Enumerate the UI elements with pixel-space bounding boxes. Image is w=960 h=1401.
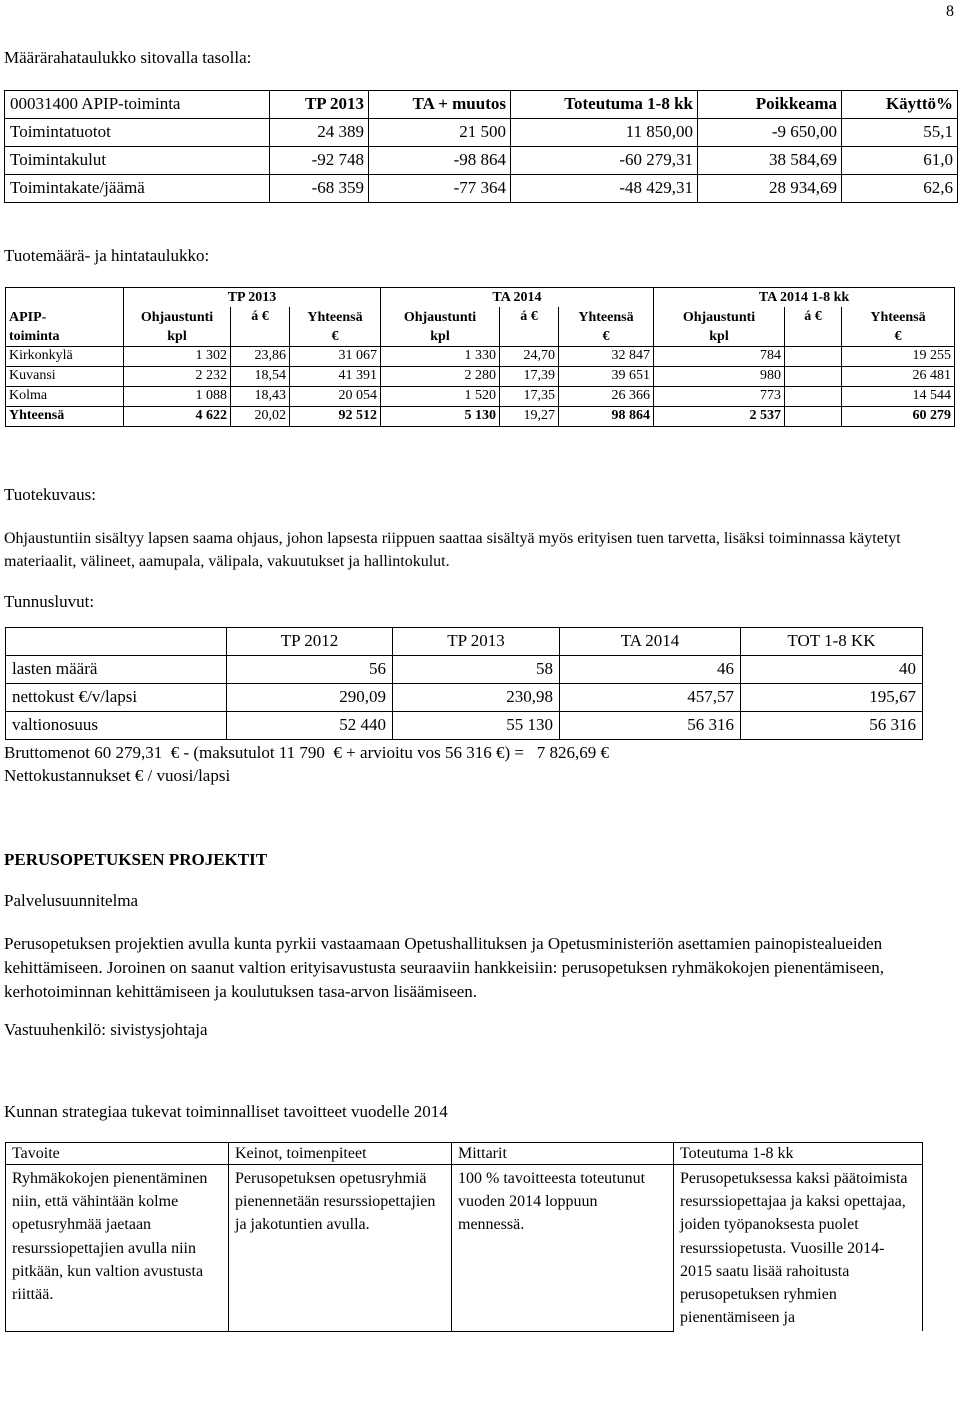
table-header-cell: TA + muutos (369, 91, 511, 119)
net-costs-line: Nettokustannukset € / vuosi/lapsi (4, 766, 231, 785)
table-cell: 41 391 (290, 367, 381, 387)
table-cell: 2 537 (654, 407, 785, 427)
table-header-row (6, 1143, 923, 1165)
responsible-person: Vastuuhenkilö: sivistysjohtaja (4, 1020, 208, 1039)
table-cell: -92 748 (270, 147, 369, 175)
table-header-cell: Yhteensä € (290, 307, 381, 347)
table-cell: 56 316 (560, 712, 741, 740)
table-cell: Ryhmäkokojen pienentäminen niin, että vähintään kolme opetusryhmää jaetaan resurssiopettajien avulla niin pitkään, kun valtion avustusta riittää. (6, 1165, 229, 1332)
table-header-cell: TA 2014 (560, 628, 741, 656)
table-cell: 19 255 (842, 347, 955, 367)
table-header-cell: Ohjaustunti kpl (654, 307, 785, 347)
table-cell: 1 302 (124, 347, 231, 367)
table-header-cell: Toteutuma 1-8 kk (511, 91, 698, 119)
quantity-price-table (5, 287, 955, 427)
section-subheading: Palvelusuunnitelma (4, 891, 139, 910)
table-header-cell: á € (231, 307, 290, 347)
table-cell: 28 934,69 (698, 175, 842, 203)
table-subheader-row (6, 307, 955, 347)
table-header-cell: Toteutuma 1-8 kk (674, 1143, 923, 1165)
page-number: 8 (946, 3, 954, 20)
table-cell: 5 130 (381, 407, 500, 427)
table-cell: 2 280 (381, 367, 500, 387)
strategy-goals-table (5, 1142, 923, 1332)
table-row (6, 367, 955, 387)
table-total-row (6, 407, 955, 427)
table-cell: Toimintakulut (5, 147, 270, 175)
table-header-cell: TP 2012 (227, 628, 393, 656)
key-figures-label: Tunnusluvut: (4, 592, 95, 611)
table-cell: 52 440 (227, 712, 393, 740)
table-cell: 19,27 (500, 407, 559, 427)
table-cell: 980 (654, 367, 785, 387)
table-cell: 18,54 (231, 367, 290, 387)
strategy-goals-title: Kunnan strategiaa tukevat toiminnalliset tavoitteet vuodelle 2014 (4, 1102, 448, 1121)
table-header-cell: á € (500, 307, 559, 347)
table-cell: 100 % tavoitteesta toteutunut vuoden 2014 loppuun mennessä. (452, 1165, 674, 1332)
table-header-cell: Yhteensä € (559, 307, 654, 347)
product-description-label: Tuotekuvaus: (4, 485, 96, 504)
table-header-cell: Tavoite (6, 1143, 229, 1165)
table-cell: Toimintakate/jäämä (5, 175, 270, 203)
table-cell: 20,02 (231, 407, 290, 427)
table-header-cell: Ohjaustunti kpl (381, 307, 500, 347)
product-description-text: Ohjaustuntiin sisältyy lapsen saama ohjaus, johon lapsesta riippuen saattaa sisältyä myös erityisen tuen tarvetta, lisäksi toiminnassa käytetyt materiaalit, välineet, aamupala, välipala, vakuutukset ja hallintokulut. (4, 530, 901, 570)
table-cell: 2 232 (124, 367, 231, 387)
table-cell: valtionosuus (6, 712, 227, 740)
table-cell: -98 864 (369, 147, 511, 175)
table-row (5, 175, 958, 203)
table-cell: 20 054 (290, 387, 381, 407)
table-cell: 17,35 (500, 387, 559, 407)
table-cell: 98 864 (559, 407, 654, 427)
section-heading: PERUSOPETUKSEN PROJEKTIT (4, 850, 268, 869)
table-cell: lasten määrä (6, 656, 227, 684)
table-cell: Kirkonkylä (6, 347, 124, 367)
table-cell: 24 389 (270, 119, 369, 147)
table-cell: -68 359 (270, 175, 369, 203)
table-cell: -77 364 (369, 175, 511, 203)
table-cell: 32 847 (559, 347, 654, 367)
table-group-header-row (6, 288, 955, 308)
table-row (5, 119, 958, 147)
table-cell: 46 (560, 656, 741, 684)
table-cell: 38 584,69 (698, 147, 842, 175)
table-cell: Kuvansi (6, 367, 124, 387)
table-row (5, 147, 958, 175)
table-header-cell: TP 2013 (270, 91, 369, 119)
table-header-row (5, 91, 958, 119)
quantity-price-table-title: Tuotemäärä- ja hintataulukko: (4, 246, 210, 265)
table-cell: -48 429,31 (511, 175, 698, 203)
key-figures-table (5, 627, 923, 740)
budget-table-title: Määrärahataulukko sitovalla tasolla: (4, 48, 252, 67)
table-cell: Toimintatuotot (5, 119, 270, 147)
gross-costs-line: Bruttomenot 60 279,31 € - (maksutulot 11 790 € + arvioitu vos 56 316 €) = 7 826,69 € (4, 743, 610, 762)
table-cell (785, 387, 842, 407)
table-header-cell: Keinot, toimenpiteet (229, 1143, 452, 1165)
table-cell: 290,09 (227, 684, 393, 712)
table-cell: 24,70 (500, 347, 559, 367)
table-cell (785, 407, 842, 427)
table-cell: 58 (393, 656, 560, 684)
table-header-cell: Yhteensä € (842, 307, 955, 347)
table-cell: 1 520 (381, 387, 500, 407)
table-cell: 773 (654, 387, 785, 407)
table-cell: 61,0 (842, 147, 958, 175)
table-cell: 784 (654, 347, 785, 367)
table-cell: 40 (741, 656, 923, 684)
table-header-row (6, 628, 923, 656)
table-cell: 1 330 (381, 347, 500, 367)
table-cell: 31 067 (290, 347, 381, 367)
table-cell: Yhteensä (6, 407, 124, 427)
table-header-cell: 00031400 APIP-toiminta (5, 91, 270, 119)
table-cell: -9 650,00 (698, 119, 842, 147)
table-cell: 26 481 (842, 367, 955, 387)
table-row (6, 684, 923, 712)
table-header-cell (6, 628, 227, 656)
table-cell: nettokust €/v/lapsi (6, 684, 227, 712)
table-cell: 62,6 (842, 175, 958, 203)
table-cell: 1 088 (124, 387, 231, 407)
table-cell: 60 279 (842, 407, 955, 427)
table-cell: -60 279,31 (511, 147, 698, 175)
table-cell: 56 (227, 656, 393, 684)
table-header-cell: APIP- toiminta (6, 307, 124, 347)
table-cell: 55 130 (393, 712, 560, 740)
table-cell: 26 366 (559, 387, 654, 407)
table-cell: 56 316 (741, 712, 923, 740)
table-header-cell: TOT 1-8 KK (741, 628, 923, 656)
table-header-cell: Ohjaustunti kpl (124, 307, 231, 347)
table-cell: 11 850,00 (511, 119, 698, 147)
table-header-cell: TA 2014 1-8 kk (654, 288, 955, 308)
projects-description: Perusopetuksen projektien avulla kunta pyrkii vastaamaan Opetushallituksen ja Opetusministeriön asettamien painopistealueiden kehittämiseen. Joroinen on saanut valtion erityisavustusta seuraaviin hankkeisiin: perusopetuksen ryhmäkokojen pienentämiseen, kerhotoiminnan kehittämiseen ja koulutuksen tasa-arvon lisäämiseen. (4, 934, 885, 1001)
table-header-cell: Käyttö% (842, 91, 958, 119)
table-row (6, 656, 923, 684)
table-header-cell: Poikkeama (698, 91, 842, 119)
table-cell: 14 544 (842, 387, 955, 407)
table-cell: 55,1 (842, 119, 958, 147)
table-cell: 18,43 (231, 387, 290, 407)
table-cell: 21 500 (369, 119, 511, 147)
table-cell: 457,57 (560, 684, 741, 712)
table-cell: Kolma (6, 387, 124, 407)
table-cell: Perusopetuksen opetusryhmiä pienennetään resurssiopettajien ja jakotuntien avulla. (229, 1165, 452, 1332)
table-header-cell: á € (785, 307, 842, 347)
table-header-cell (6, 288, 124, 308)
table-cell: 39 651 (559, 367, 654, 387)
table-cell (785, 367, 842, 387)
table-cell: 17,39 (500, 367, 559, 387)
table-row (6, 347, 955, 367)
table-cell (785, 347, 842, 367)
budget-table (4, 90, 958, 203)
table-cell: 230,98 (393, 684, 560, 712)
table-cell: 4 622 (124, 407, 231, 427)
table-header-cell: TP 2013 (393, 628, 560, 656)
table-cell: 23,86 (231, 347, 290, 367)
table-header-cell: TP 2013 (124, 288, 381, 308)
table-row (6, 712, 923, 740)
table-row (6, 387, 955, 407)
table-header-cell: Mittarit (452, 1143, 674, 1165)
table-cell: 195,67 (741, 684, 923, 712)
table-header-cell: TA 2014 (381, 288, 654, 308)
table-cell: Perusopetuksessa kaksi päätoimista resurssiopettajaa ja kaksi opettajaa, joiden työpanoksesta puolet resurssiopetusta. Vuosille 2014-2015 saatu lisää rahoitusta perusopetuksen ryhmien pienentämiseen ja (674, 1165, 923, 1332)
table-cell: 92 512 (290, 407, 381, 427)
table-row (6, 1165, 923, 1332)
